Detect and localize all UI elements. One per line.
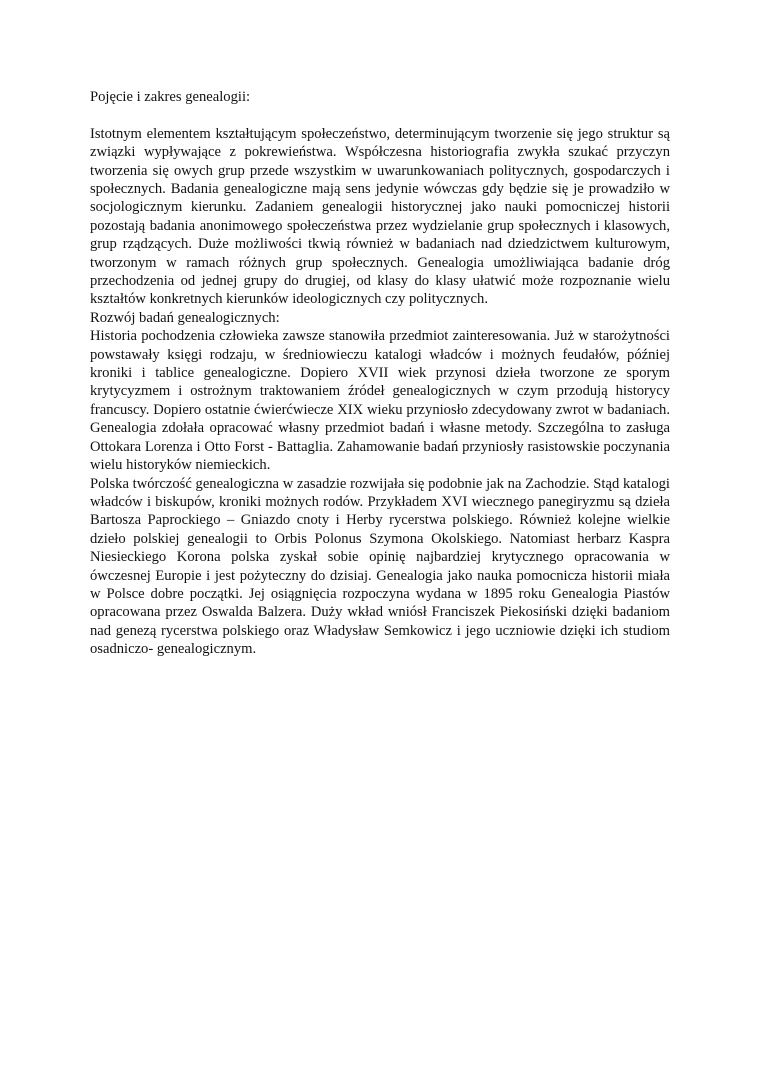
document-title: Pojęcie i zakres genealogii:	[90, 89, 251, 105]
document-page	[90, 88, 670, 659]
history-paragraph: Historia pochodzenia człowieka zawsze stanowiła przedmiot zainteresowania. Już w starożytności powstawały księgi rodzaju, w średniowieczu katalogi władców i możnych feudałów, później kroniki i tablice genealogiczne. Dopiero XVII wiek przynosi dzieła tworzone ze sporym krytycyzmem i ostrożnym traktowaniem źródeł genealogicznych w czym przodują historycy francuscy. Dopiero ostatnie ćwierćwiecze XIX wieku przyniosło zdecydowany zwrot w badaniach. Genealogia zdołała opracować własny przedmiot badań i własne metody. Szczególna to zasługa Ottokara Lorenza i Otto Forst - Battaglia. Zahamowanie badań przyniosły rasistowskie poczynania wielu historyków niemieckich.	[90, 328, 670, 474]
blank-line	[90, 106, 670, 124]
intro-paragraph: Istotnym elementem kształtującym społeczeństwo, determinującym tworzenie się jego struktur są związki wypływające z pokrewieństwa. Współczesna historiografia zwykła szukać przyczyn tworzenia się owych grup przede wszystkim w uwarunkowaniach politycznych, gospodarczych i społecznych. Badania genealogiczne mają sens jedynie wówczas gdy będzie się je prowadziło w socjologicznym kierunku. Zadaniem genealogii historycznej jako nauki pomocniczej historii pozostają badania anonimowego społeczeństwa przez wydzielanie grup społecznych i klasowych, grup rządzących. Duże możliwości tkwią również w badaniach nad dziedzictwem kulturowym, tworzonym w ramach różnych grup społecznych. Genealogia umożliwiająca badanie dróg przechodzenia od jednej grupy do drugiej, od klasy do klasy ułatwić może rozpoznanie wielu kształtów konkretnych kierunków ideologicznych czy politycznych.	[90, 125, 670, 308]
section-heading: Rozwój badań genealogicznych:	[90, 309, 280, 326]
poland-paragraph: Polska twórczość genealogiczna w zasadzie rozwijała się podobnie jak na Zachodzie. Stąd katalogi władców i biskupów, kroniki możnych rodów. Przykładem XVI wiecznego panegiryzmu są dzieła Bartosza Paprockiego – Gniazdo cnoty i Herby rycerstwa polskiego. Również kolejne wielkie dzieło polskiej genealogii to Orbis Polonus Szymona Okolskiego. Natomiast herbarz Kaspra Niesieckiego Korona polska zyskał sobie opinię najbardziej krytycznego opracowania w ówczesnej Europie i jest pożyteczny do dzisiaj. Genealogia jako nauka pomocnicza historii miała w Polsce dobre początki. Jej osiągnięcia rozpoczyna wydana w 1895 roku Genealogia Piastów opracowana przez Oswalda Balzera. Duży wkład wniósł Franciszek Piekosiński dzięki badaniom nad genezą rycerstwa polskiego oraz Władysław Semkowicz i jego uczniowie dzięki ich studiom osadniczo- genealogicznym.	[90, 475, 670, 658]
